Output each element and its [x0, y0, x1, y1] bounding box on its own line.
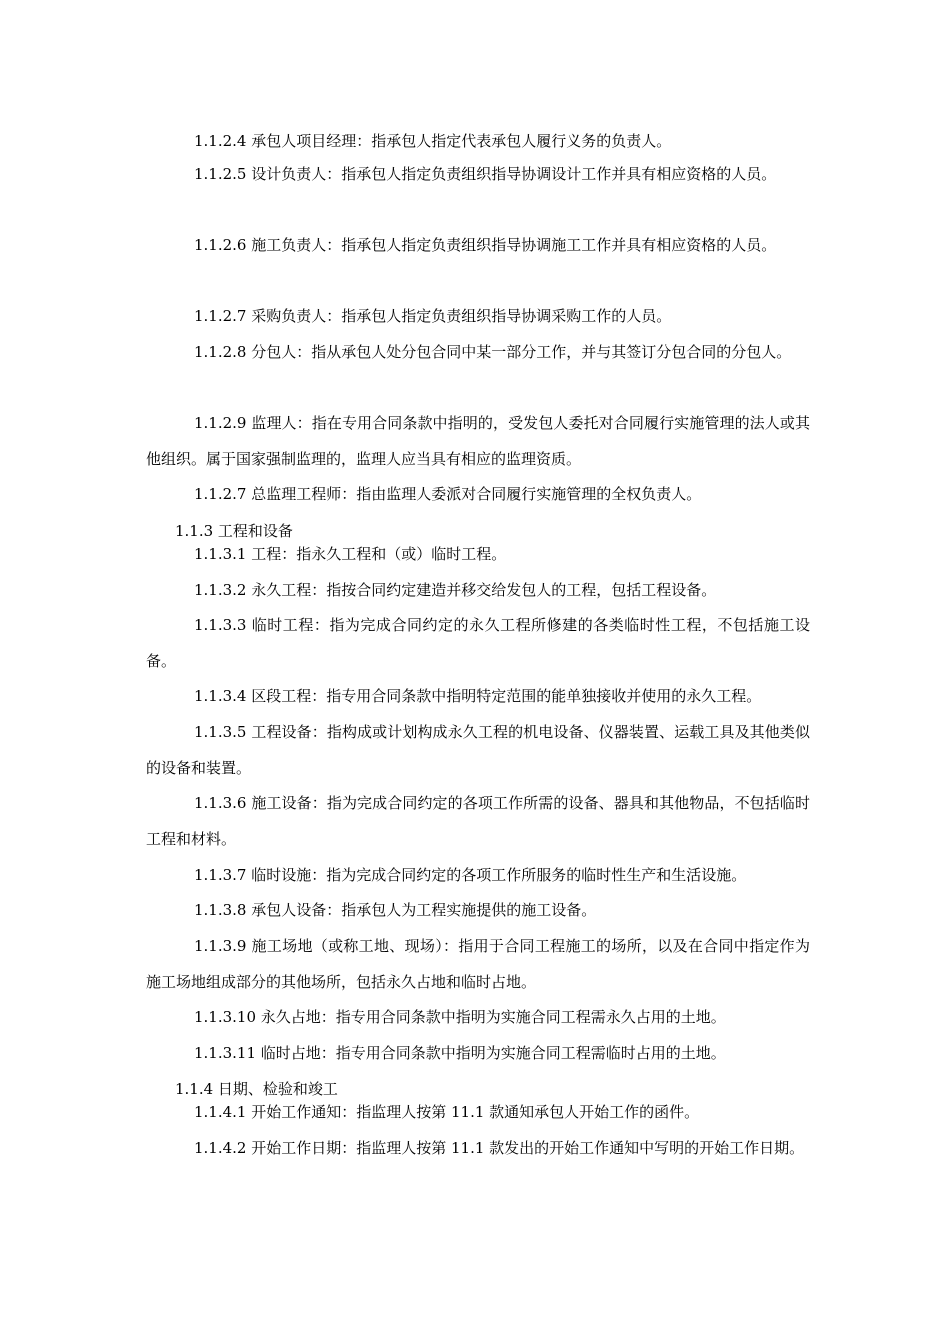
clause-1-1-2-9: 1.1.2.9 监理人：指在专用合同条款中指明的，受发包人委托对合同履行实施管理的法人或其他组织。属于国家强制监理的，监理人应当具有相应的监理资质。	[146, 414, 810, 468]
clause-1-1-3-4: 1.1.3.4 区段工程：指专用合同条款中指明特定范围的能单独接收并使用的永久工程。	[194, 687, 762, 705]
clause-1-1-3-1: 1.1.3.1 工程：指永久工程和（或）临时工程。	[194, 545, 507, 563]
clause-1-1-4-2: 1.1.4.2 开始工作日期：指监理人按第 11.1 款发出的开始工作通知中写明的开始工作日期。	[194, 1139, 805, 1157]
clause-1-1-2-5: 1.1.2.5 设计负责人：指承包人指定负责组织指导协调设计工作并具有相应资格的人员。	[194, 165, 777, 183]
clause-1-1-2-8: 1.1.2.8 分包人：指从承包人处分包合同中某一部分工作，并与其签订分包合同的分包人。	[194, 343, 792, 361]
clause-1-1-3-10: 1.1.3.10 永久占地：指专用合同条款中指明为实施合同工程需永久占用的土地。	[194, 1008, 726, 1026]
clause-1-1-2-7: 1.1.2.7 采购负责人：指承包人指定负责组织指导协调采购工作的人员。	[194, 307, 672, 325]
clause-1-1-4-1: 1.1.4.1 开始工作通知：指监理人按第 11.1 款通知承包人开始工作的函件。	[194, 1103, 700, 1121]
clause-chief-supervisor: 1.1.2.7 总监理工程师：指由监理人委派对合同履行实施管理的全权负责人。	[194, 485, 702, 503]
clause-1-1-2-6: 1.1.2.6 施工负责人：指承包人指定负责组织指导协调施工工作并具有相应资格的人员。	[194, 236, 777, 254]
clause-1-1-2-4: 1.1.2.4 承包人项目经理：指承包人指定代表承包人履行义务的负责人。	[194, 132, 672, 150]
clause-1-1-3-3: 1.1.3.3 临时工程：指为完成合同约定的永久工程所修建的各类临时性工程，不包括施工设备。	[146, 616, 810, 670]
clause-1-1-3-7: 1.1.3.7 临时设施：指为完成合同约定的各项工作所服务的临时性生产和生活设施。	[194, 866, 747, 884]
section-heading-1-1-3: 1.1.3 工程和设备	[175, 522, 293, 540]
clause-1-1-3-5: 1.1.3.5 工程设备：指构成或计划构成永久工程的机电设备、仪器装置、运载工具及其他类似的设备和装置。	[146, 723, 810, 777]
clause-1-1-3-2: 1.1.3.2 永久工程：指按合同约定建造并移交给发包人的工程，包括工程设备。	[194, 581, 717, 599]
clause-1-1-3-9: 1.1.3.9 施工场地（或称工地、现场）：指用于合同工程施工的场所，以及在合同中指定作为施工场地组成部分的其他场所，包括永久占地和临时占地。	[146, 937, 810, 991]
section-heading-1-1-4: 1.1.4 日期、检验和竣工	[175, 1080, 338, 1098]
clause-1-1-3-11: 1.1.3.11 临时占地：指专用合同条款中指明为实施合同工程需临时占用的土地。	[194, 1044, 726, 1062]
clause-1-1-3-6: 1.1.3.6 施工设备：指为完成合同约定的各项工作所需的设备、器具和其他物品，不包括临时工程和材料。	[146, 794, 810, 848]
clause-1-1-3-8: 1.1.3.8 承包人设备：指承包人为工程实施提供的施工设备。	[194, 901, 597, 919]
